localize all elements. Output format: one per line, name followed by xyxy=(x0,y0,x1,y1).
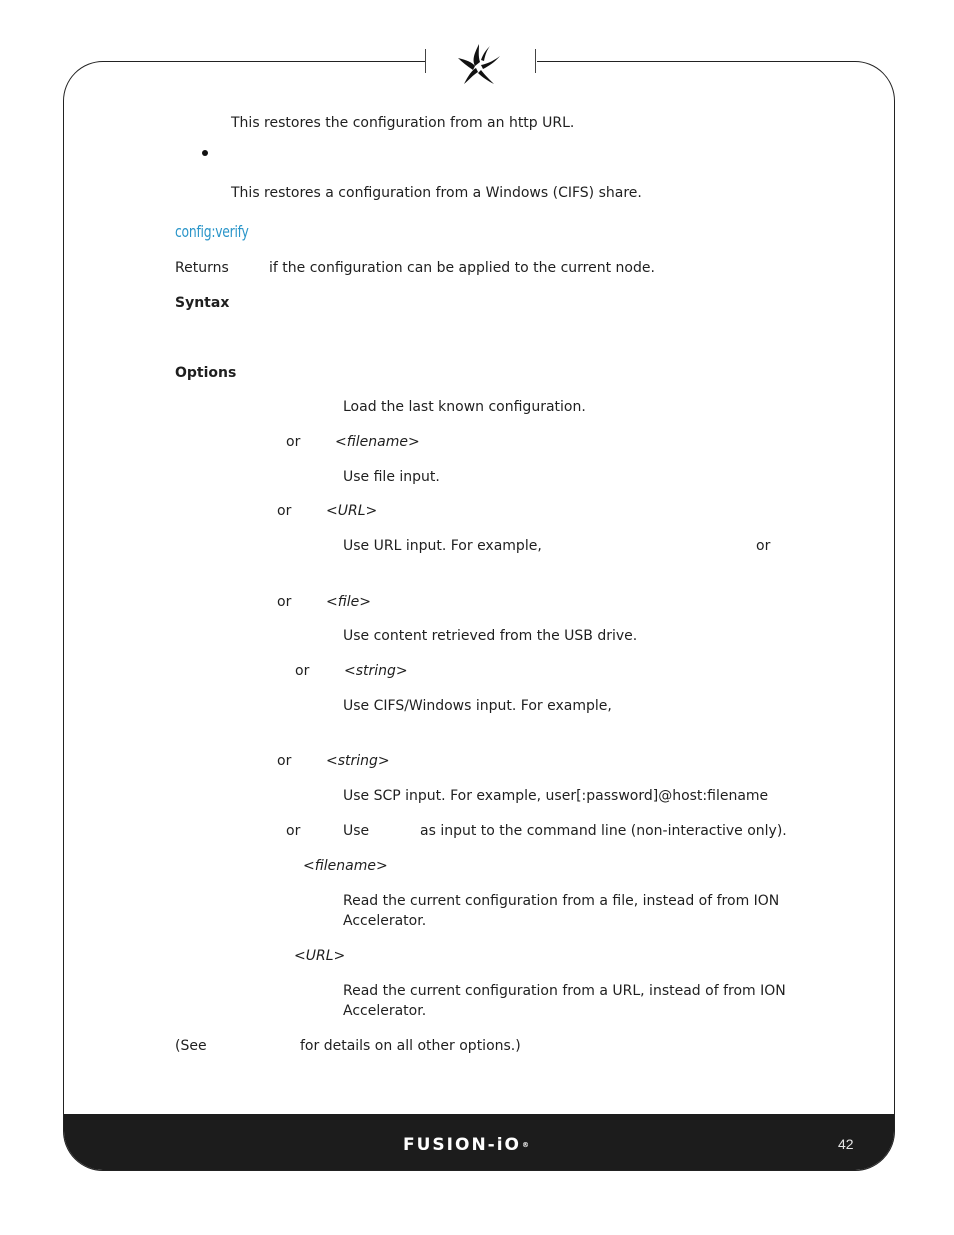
returns-prefix: Returns xyxy=(175,260,229,276)
see-prefix: (See xyxy=(175,1038,207,1054)
option-desc: as input to the command line (non-interactive only). xyxy=(420,823,787,839)
option-or: or xyxy=(277,594,292,610)
option-desc-cont: Accelerator. xyxy=(343,1003,427,1019)
brand-logo: FUSION-iO® xyxy=(403,1135,531,1155)
options-label: Options xyxy=(175,365,237,381)
option-desc: Use SCP input. For example, user[:password]@host:filename xyxy=(343,788,769,804)
option-arg: <string> xyxy=(326,753,390,769)
http-restore-text: This restores the configuration from an http URL. xyxy=(231,115,575,131)
bullet xyxy=(202,150,208,156)
option-desc: Use URL input. For example, xyxy=(343,538,542,554)
option-or: or xyxy=(295,663,310,679)
option-desc: Load the last known configuration. xyxy=(343,399,586,415)
section-heading: config:verify xyxy=(175,222,249,241)
option-desc: Use file input. xyxy=(343,469,440,485)
option-arg: <URL> xyxy=(294,948,346,964)
option-or: or xyxy=(277,753,292,769)
option-desc: Read the current configuration from a URL, instead of from ION xyxy=(343,983,786,999)
fusion-io-star-logo-icon xyxy=(450,40,508,88)
page-number: 42 xyxy=(838,1136,854,1152)
option-or: or xyxy=(286,823,301,839)
option-desc: Read the current configuration from a file, instead of from ION xyxy=(343,893,780,909)
see-text: for details on all other options.) xyxy=(300,1038,521,1054)
option-arg: <string> xyxy=(344,663,408,679)
option-desc: Use CIFS/Windows input. For example, xyxy=(343,698,612,714)
header-tick-left xyxy=(425,49,426,73)
option-arg: <file> xyxy=(326,594,372,610)
syntax-label: Syntax xyxy=(175,295,230,311)
option-or: or xyxy=(286,434,301,450)
option-desc-cont: Accelerator. xyxy=(343,913,427,929)
option-or: or xyxy=(277,503,292,519)
option-arg: <filename> xyxy=(303,858,388,874)
option-desc-tail: or xyxy=(756,538,771,554)
option-desc: Use content retrieved from the USB drive. xyxy=(343,628,638,644)
returns-text: if the configuration can be applied to the current node. xyxy=(269,260,655,276)
header-tick-right xyxy=(535,49,536,73)
cifs-restore-text: This restores a configuration from a Windows (CIFS) share. xyxy=(231,185,642,201)
option-arg: <filename> xyxy=(335,434,420,450)
option-arg: <URL> xyxy=(326,503,378,519)
option-use: Use xyxy=(343,823,370,839)
